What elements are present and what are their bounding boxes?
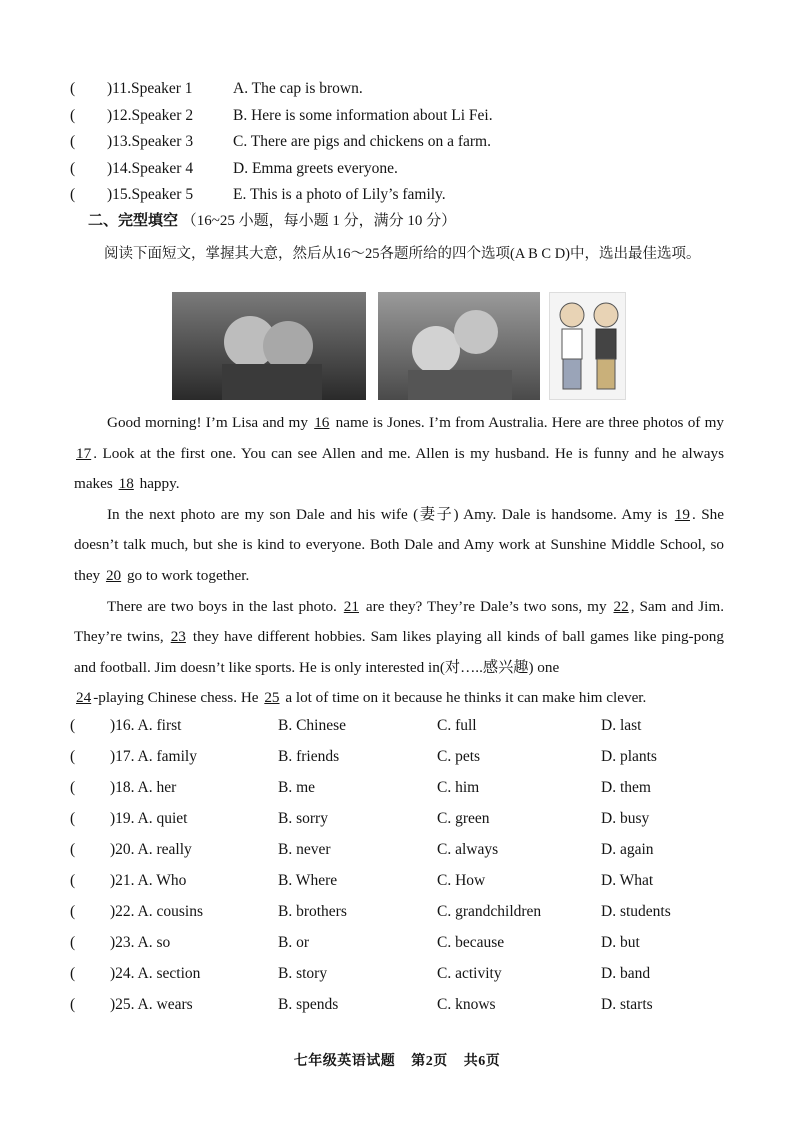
blank-21: 21 xyxy=(343,597,359,615)
passage-text: . She doesn’t talk much, but she is kind to everyone. Both Dale and Amy work at Sunshine Middle School, so they xyxy=(74,505,725,584)
passage-text: name is Jones. I’m from Australia. Here are three photos of my xyxy=(331,414,725,431)
matching-option: E. This is a photo of Lily’s family. xyxy=(233,186,446,203)
option-d: D. students xyxy=(601,903,671,920)
passage-text: There are two boys in the last photo. xyxy=(107,597,342,615)
option-a: )25. A. wears xyxy=(110,996,193,1013)
answer-paren[interactable]: ( xyxy=(70,934,76,951)
answer-paren[interactable]: ( xyxy=(70,810,76,827)
option-c: C. full xyxy=(437,717,477,734)
question-number: )13.Speaker 3 xyxy=(107,133,194,150)
option-b: B. brothers xyxy=(278,903,347,920)
answer-paren[interactable]: ( xyxy=(70,779,76,796)
option-d: D. them xyxy=(601,779,651,796)
option-row xyxy=(70,774,730,805)
blank-19: 19 xyxy=(674,505,690,523)
passage-text: In the next photo are my son Dale and his wife (妻子) Amy. Dale is handsome. Amy is xyxy=(107,505,673,523)
exam-title: 七年级英语试题 xyxy=(293,1054,396,1069)
option-a: )18. A. her xyxy=(110,779,177,796)
total-pages: 共6页 xyxy=(463,1054,501,1069)
passage-text: -playing Chinese chess. He xyxy=(93,689,263,707)
passage-text: a lot of time on it because he thinks it can make him clever. xyxy=(281,689,647,707)
option-c: C. pets xyxy=(437,748,481,765)
passage-text: , Sam and Jim. They’re twins, xyxy=(74,597,724,646)
option-c: C. because xyxy=(437,934,505,951)
option-row xyxy=(70,805,730,836)
option-b: B. spends xyxy=(278,996,339,1013)
passage-text: happy. xyxy=(135,475,180,493)
option-row xyxy=(70,898,730,929)
option-d: D. again xyxy=(601,841,654,858)
option-row xyxy=(70,743,730,774)
answer-paren[interactable]: ( xyxy=(70,872,76,889)
option-a: )17. A. family xyxy=(110,748,197,765)
blank-25: 25 xyxy=(264,689,280,707)
matching-option: C. There are pigs and chickens on a farm. xyxy=(233,133,491,150)
option-b: B. never xyxy=(278,841,331,858)
option-c: C. always xyxy=(437,841,499,858)
option-b: B. Chinese xyxy=(278,717,347,734)
question-number: )15.Speaker 5 xyxy=(107,186,194,203)
blank-18: 18 xyxy=(118,475,134,493)
answer-paren[interactable]: ( xyxy=(70,186,76,203)
matching-option: B. Here is some information about Li Fei. xyxy=(233,106,493,124)
answer-paren[interactable]: ( xyxy=(70,80,76,97)
option-a: )24. A. section xyxy=(110,965,201,982)
option-a: )23. A. so xyxy=(110,934,171,951)
option-b: B. story xyxy=(278,965,328,982)
option-d: D. starts xyxy=(601,996,653,1013)
option-b: B. me xyxy=(278,779,316,796)
answer-paren[interactable]: ( xyxy=(70,133,76,150)
option-a: )20. A. really xyxy=(110,841,192,858)
photo-strip xyxy=(0,292,794,402)
reading-passage xyxy=(74,408,724,714)
passage-paragraph xyxy=(74,683,724,714)
option-a: )19. A. quiet xyxy=(110,810,188,827)
instructions: 阅读下面短文，掌握其大意，然后从16～25各题所给的四个选项(A B C D)中，选出最佳选项。 xyxy=(104,246,701,262)
blank-24: 24 xyxy=(76,689,92,707)
blank-17: 17 xyxy=(76,444,92,462)
answer-paren[interactable]: ( xyxy=(70,717,76,734)
matching-option: A. The cap is brown. xyxy=(233,80,363,97)
option-a: )22. A. cousins xyxy=(110,903,203,920)
option-row xyxy=(70,960,730,991)
photo-son-and-wife xyxy=(378,292,540,400)
page-footer xyxy=(0,1050,794,1070)
matching-section xyxy=(70,76,730,209)
option-c: C. grandchildren xyxy=(437,903,542,920)
option-b: B. Where xyxy=(278,872,338,889)
matching-row xyxy=(70,76,730,103)
passage-text: go to work together. xyxy=(123,566,250,584)
section-points: （16~25 小题，每小题 1 分，满分 10 分） xyxy=(181,213,457,229)
option-d: D. busy xyxy=(601,810,650,827)
blank-20: 20 xyxy=(105,566,122,584)
option-d: D. plants xyxy=(601,748,657,765)
option-d: D. band xyxy=(601,965,651,982)
passage-text: Good morning! I’m Lisa and my xyxy=(107,414,313,431)
option-c: C. green xyxy=(437,810,490,827)
question-number: )14.Speaker 4 xyxy=(107,159,194,177)
photo-twins xyxy=(549,292,626,400)
blank-22: 22 xyxy=(613,597,629,615)
option-a: )16. A. first xyxy=(110,717,182,734)
matching-option: D. Emma greets everyone. xyxy=(233,159,398,177)
passage-paragraph xyxy=(74,592,724,684)
option-d: D. last xyxy=(601,717,642,734)
answer-paren[interactable]: ( xyxy=(70,159,76,177)
option-row xyxy=(70,929,730,960)
answer-paren[interactable]: ( xyxy=(70,106,76,124)
photo-couple xyxy=(172,292,366,400)
matching-row xyxy=(70,129,730,156)
option-a: )21. A. Who xyxy=(110,872,187,889)
matching-row xyxy=(70,156,730,183)
answer-paren[interactable]: ( xyxy=(70,841,76,858)
option-row xyxy=(70,712,730,743)
section-heading: 二、完型填空 xyxy=(88,213,179,229)
option-c: C. knows xyxy=(437,996,496,1013)
option-row xyxy=(70,991,730,1022)
question-number: )12.Speaker 2 xyxy=(107,106,194,124)
section-title xyxy=(88,209,456,230)
option-d: D. but xyxy=(601,934,640,951)
page-number: 第2页 xyxy=(411,1054,448,1069)
passage-text: are they? They’re Dale’s two sons, my xyxy=(360,597,612,615)
question-number: )11.Speaker 1 xyxy=(107,80,193,97)
passage-text: they have different hobbies. Sam likes playing all kinds of ball games like ping-pong and football. Jim doesn’t like sports. He is only interested in(对…..感兴趣) one xyxy=(74,628,724,676)
answer-paren[interactable]: ( xyxy=(70,903,76,920)
option-b: B. sorry xyxy=(278,810,328,827)
option-row xyxy=(70,867,730,898)
matching-row xyxy=(70,103,730,130)
option-c: C. him xyxy=(437,779,480,796)
option-row xyxy=(70,836,730,867)
blank-23: 23 xyxy=(170,628,186,646)
answer-options xyxy=(70,712,730,1022)
answer-paren[interactable]: ( xyxy=(70,748,76,765)
passage-paragraph xyxy=(74,500,724,592)
answer-paren[interactable]: ( xyxy=(70,965,76,982)
matching-row xyxy=(70,182,730,209)
answer-paren[interactable]: ( xyxy=(70,996,76,1013)
option-c: C. How xyxy=(437,872,486,889)
blank-16: 16 xyxy=(314,414,330,431)
option-b: B. friends xyxy=(278,748,340,765)
option-b: B. or xyxy=(278,934,309,951)
option-c: C. activity xyxy=(437,965,502,982)
option-d: D. What xyxy=(601,872,654,889)
passage-text: . Look at the first one. You can see Allen and me. Allen is my husband. He is funny and he always makes xyxy=(74,444,724,493)
passage-paragraph xyxy=(74,408,724,500)
